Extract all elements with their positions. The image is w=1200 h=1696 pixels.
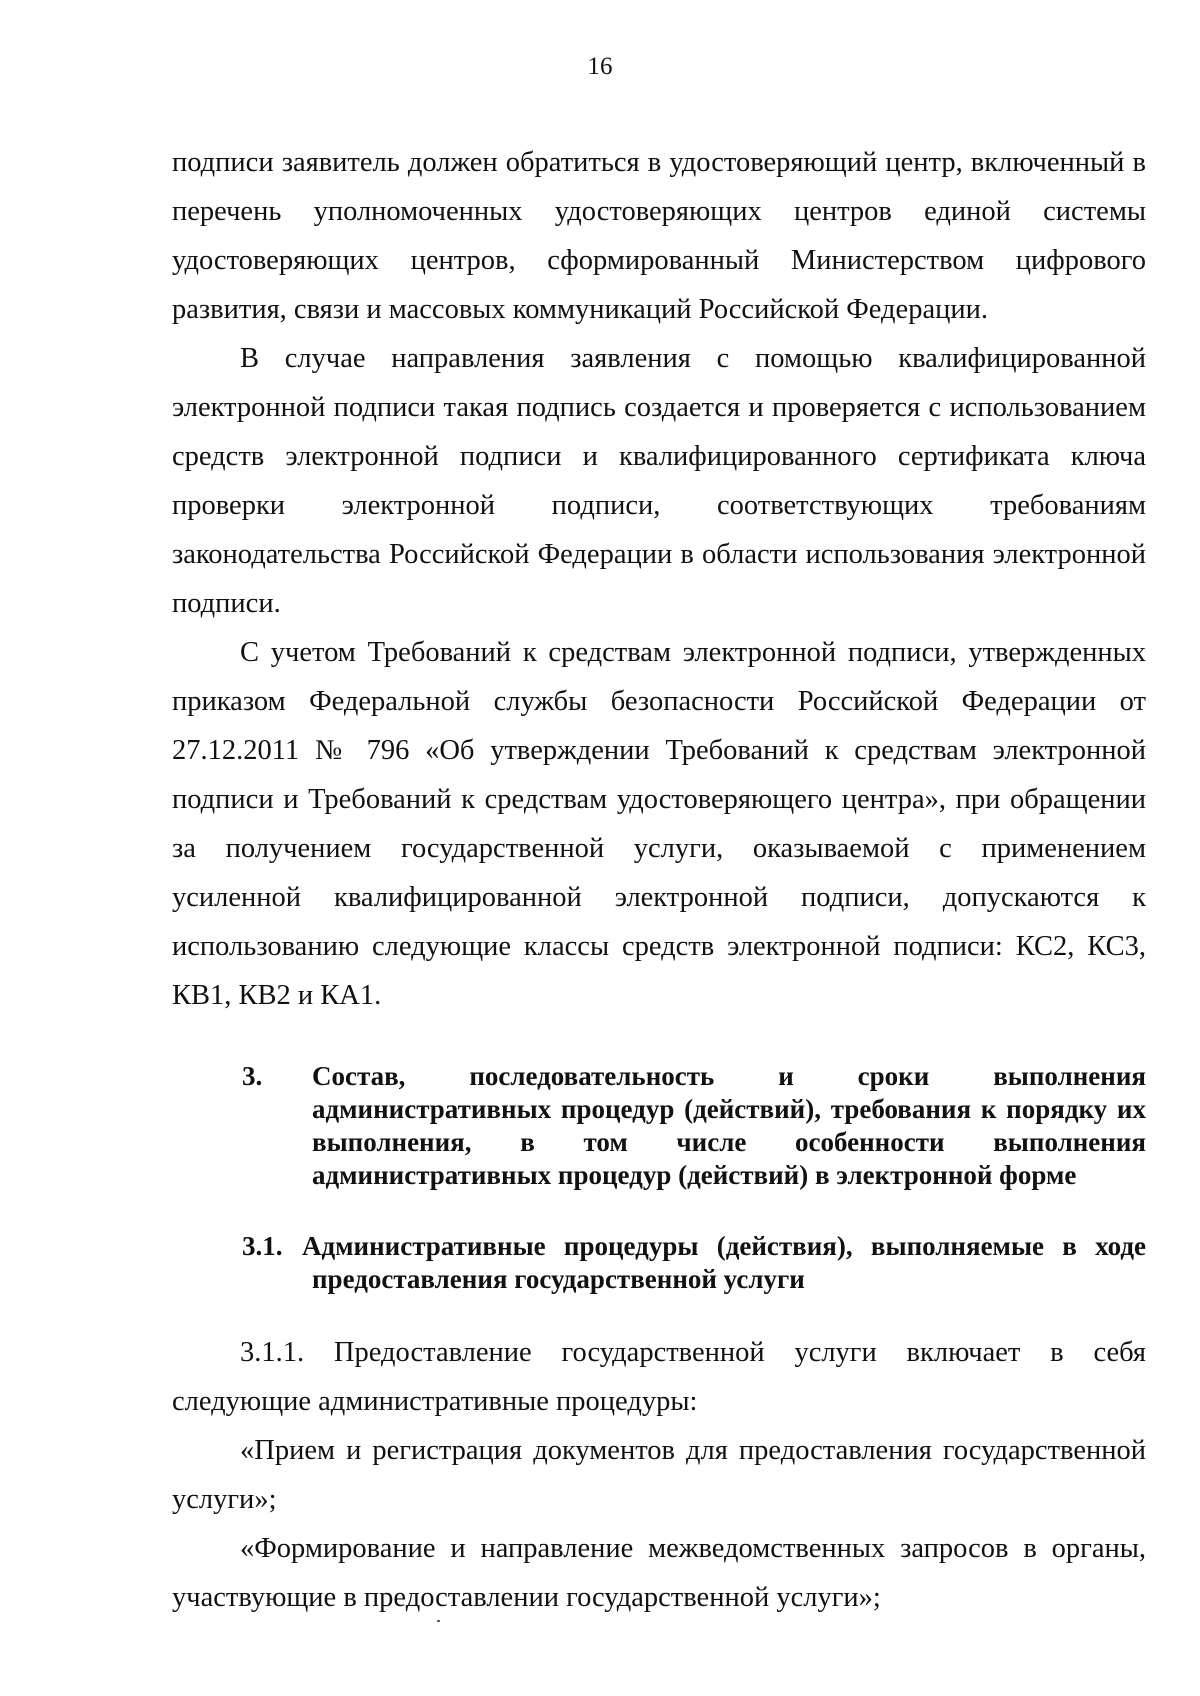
page-number: 16	[587, 53, 613, 80]
section-3-number: 3.	[242, 1061, 263, 1091]
list-item-procedure-reception: «Прием и регистрация документов для предоставления государственной услуги»;	[172, 1435, 1146, 1515]
paragraph-signature-center: подписи заявитель должен обратиться в удостоверяющий центр, включенный в перечень уполномоченных удостоверяющих центров единой системы удостоверяющих центров, сформированный Министерством цифрового развития, связи и массовых коммуникаций Российской Федерации.	[172, 147, 1146, 325]
section-3-1-number: 3.1.	[242, 1231, 283, 1261]
paragraph-3-1-1: 3.1.1. Предоставление государственной услуги включает в себя следующие административные процедуры:	[172, 1337, 1146, 1417]
scan-speck	[437, 1620, 440, 1622]
paragraph-qualified-signature: В случае направления заявления с помощью квалифицированной электронной подписи такая подпись создается и проверяется с использованием средств электронной подписи и квалифицированного сертификата ключа проверки электронной подписи, соответствующих требованиям законодательства Российской Федерации в области использования электронной подписи.	[172, 343, 1146, 619]
section-3-1-heading	[172, 1230, 1146, 1296]
section-3-title: Состав, последовательность и сроки выполнения административных процедур (действий), требования к порядку их выполнения, в том числе особенности выполнения административных процедур (действий) в электронной форме	[312, 1061, 1146, 1190]
section-3-1-title: Административные процедуры (действия), выполняемые в ходе предоставления государственной услуги	[302, 1231, 1146, 1294]
document-body	[172, 138, 1146, 1622]
section-3-heading	[172, 1060, 1146, 1192]
list-item-procedure-requests: «Формирование и направление межведомственных запросов в органы, участвующие в предоставлении государственной услуги»;	[172, 1533, 1146, 1613]
paragraph-signature-classes: С учетом Требований к средствам электронной подписи, утвержденных приказом Федеральной службы безопасности Российской Федерации от 27.12.2011 № 796 «Об утверждении Требований к средствам электронной подписи и Требований к средствам удостоверяющего центра», при обращении за получением государственной услуги, оказываемой с применением усиленной квалифицированной электронной подписи, допускаются к использованию следующие классы средств электронной подписи: КС2, КС3, КВ1, КВ2 и КА1.	[172, 637, 1146, 1011]
